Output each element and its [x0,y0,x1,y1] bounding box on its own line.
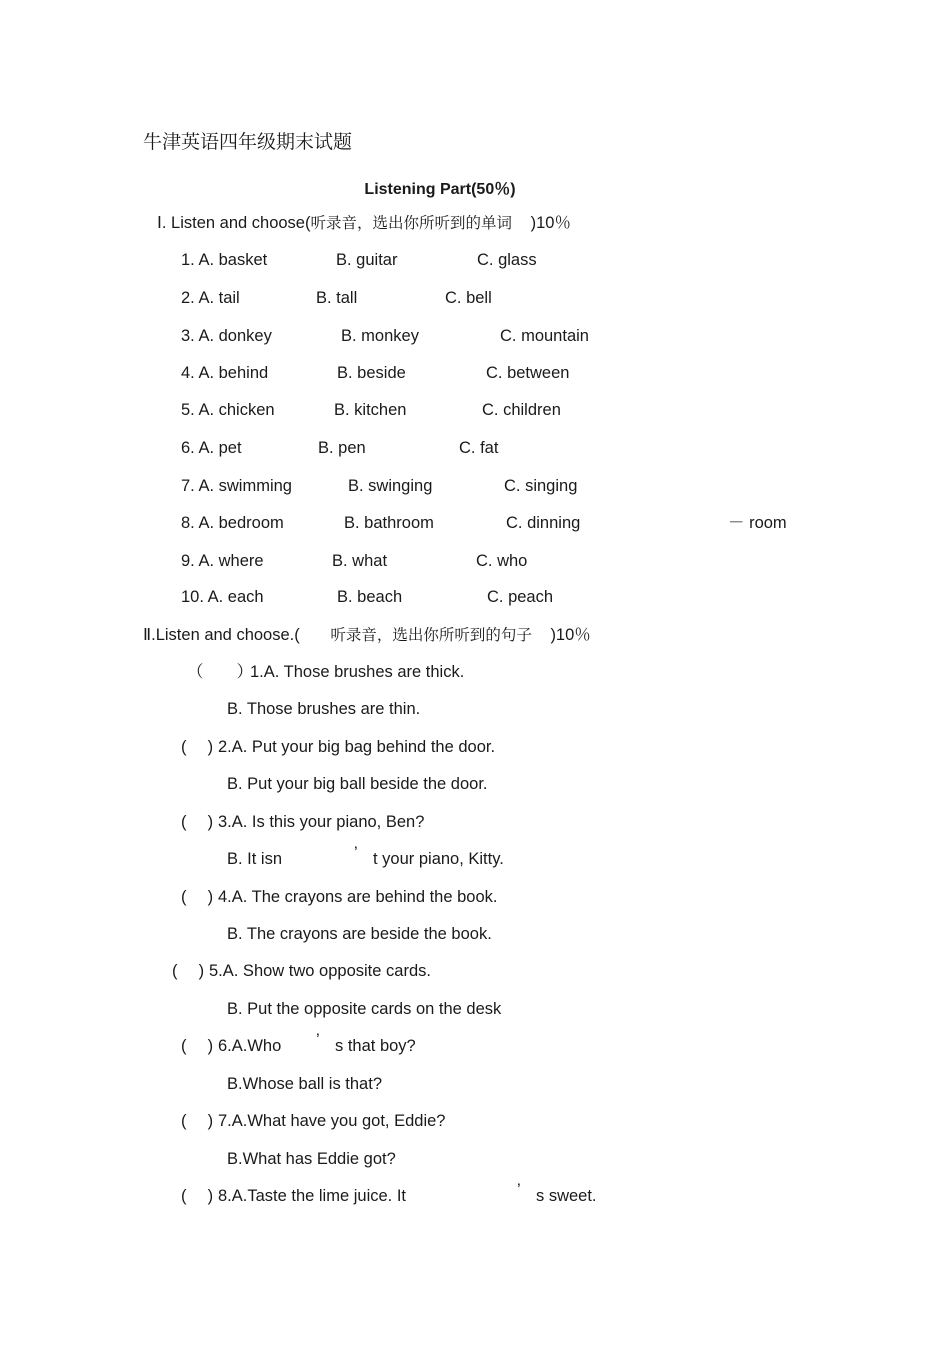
option-b: B. guitar [336,251,398,269]
option-a: A. donkey [198,327,272,345]
option-c: C. peach [487,588,554,606]
item-number: 7. [181,477,195,495]
question-option-a: 1.A. Those brushes are thick. [250,663,465,681]
section1-heading-en: Listen and choose( [171,214,311,232]
list-item [181,250,267,270]
apostrophe: ’ [316,1031,320,1049]
question-option-a: 7.A.What have you got, Eddie? [218,1112,446,1130]
apostrophe: ’ [517,1181,521,1199]
list-item [181,438,242,458]
section2-roman: Ⅱ. [143,626,156,644]
question-option-b-start: B. It isn [227,850,283,868]
option-a: A. pet [198,439,242,457]
list-item [181,476,292,496]
item-number: 8. [181,514,195,532]
option-a: A. chicken [198,401,275,419]
question-option-a-start: 8.A.Taste the lime juice. It [218,1187,407,1205]
option-b: B. kitchen [334,401,407,419]
option-a: A. swimming [198,477,292,495]
option-c: C. singing [504,477,578,495]
option-c: C. children [482,401,561,419]
list-item [181,400,275,420]
question-option-b: B. Those brushes are thin. [227,700,421,718]
item-number: 6. [181,439,195,457]
item-number: 9. [181,552,195,570]
question-option-b: B. Put your big ball beside the door. [227,775,488,793]
list-item [181,587,264,607]
option-b: B. monkey [341,327,419,345]
section2-heading-cn: 听录音，选出你所听到的句子 [330,626,532,644]
option-a: A. bedroom [198,514,284,532]
option-a: A. basket [198,251,268,269]
option-b: B. bathroom [344,514,434,532]
item-number: 2. [181,289,195,307]
apostrophe: ’ [354,844,358,862]
list-item [181,288,240,308]
part-label: Listening Part(5 [364,181,486,198]
part-percent: 0％) [485,181,516,198]
option-a: A. each [207,588,264,606]
list-item [181,326,272,346]
section2-score: )10％ [550,626,591,644]
question-option-a-end: s sweet. [536,1187,597,1205]
bracket-blank: （ ） [187,663,253,681]
option-b: B. tall [316,289,358,307]
option-c: C. dinning [506,514,581,532]
option-c: C. who [476,552,528,570]
option-a: A. behind [198,364,269,382]
bracket-blank: ( ) [181,1112,214,1130]
list-item [181,363,268,383]
bracket-blank: ( ) [181,1037,214,1055]
question-option-b: B.Whose ball is that? [227,1075,382,1093]
option-b: B. pen [318,439,366,457]
bracket-blank: ( ) [172,962,205,980]
question-option-b: B. Put the opposite cards on the desk [227,1000,502,1018]
section2-heading [143,625,591,645]
list-item [181,551,264,571]
option-b: B. what [332,552,388,570]
document-title: 牛津英语四年级期末试题 [143,131,353,153]
question-option-a: 4.A. The crayons are behind the book. [218,888,498,906]
section1-heading-cn: 听录音，选出你所听到的单词 [310,214,512,232]
item-number: 1. [181,251,195,269]
option-b: B. beside [337,364,406,382]
option-b: B. beach [337,588,403,606]
option-c: C. fat [459,439,499,457]
option-c: C. between [486,364,570,382]
list-item [181,513,284,533]
section1-score: )10％ [530,214,571,232]
question-option-b: B.What has Eddie got? [227,1150,396,1168]
item-number: 10. [181,588,204,606]
question-option-b-end: t your piano, Kitty. [373,850,504,868]
option-a: A. tail [198,289,240,307]
question-option-a: 5.A. Show two opposite cards. [209,962,431,980]
option-a: A. where [198,552,264,570]
question-option-a: 3.A. Is this your piano, Ben? [218,813,425,831]
item-number: 3. [181,327,195,345]
question-option-b: B. The crayons are beside the book. [227,925,492,943]
item-number: 5. [181,401,195,419]
bracket-blank: ( ) [181,1187,214,1205]
part-title [0,176,880,199]
option-c: C. bell [445,289,492,307]
item-number: 4. [181,364,195,382]
bracket-blank: ( ) [181,738,214,756]
option-c: C. mountain [500,327,589,345]
question-option-a-end: s that boy? [335,1037,416,1055]
section2-heading-en: Listen and choose.( [155,626,300,644]
option-c: C. glass [477,251,537,269]
question-option-a-start: 6.A.Who [218,1037,282,1055]
option-b: B. swinging [348,477,433,495]
question-option-a: 2.A. Put your big bag behind the door. [218,738,496,756]
section1-roman: Ⅰ. [157,214,167,232]
bracket-blank: ( ) [181,888,214,906]
bracket-blank: ( ) [181,813,214,831]
option-c-suffix: － room [728,514,787,532]
section1-heading [157,213,571,233]
